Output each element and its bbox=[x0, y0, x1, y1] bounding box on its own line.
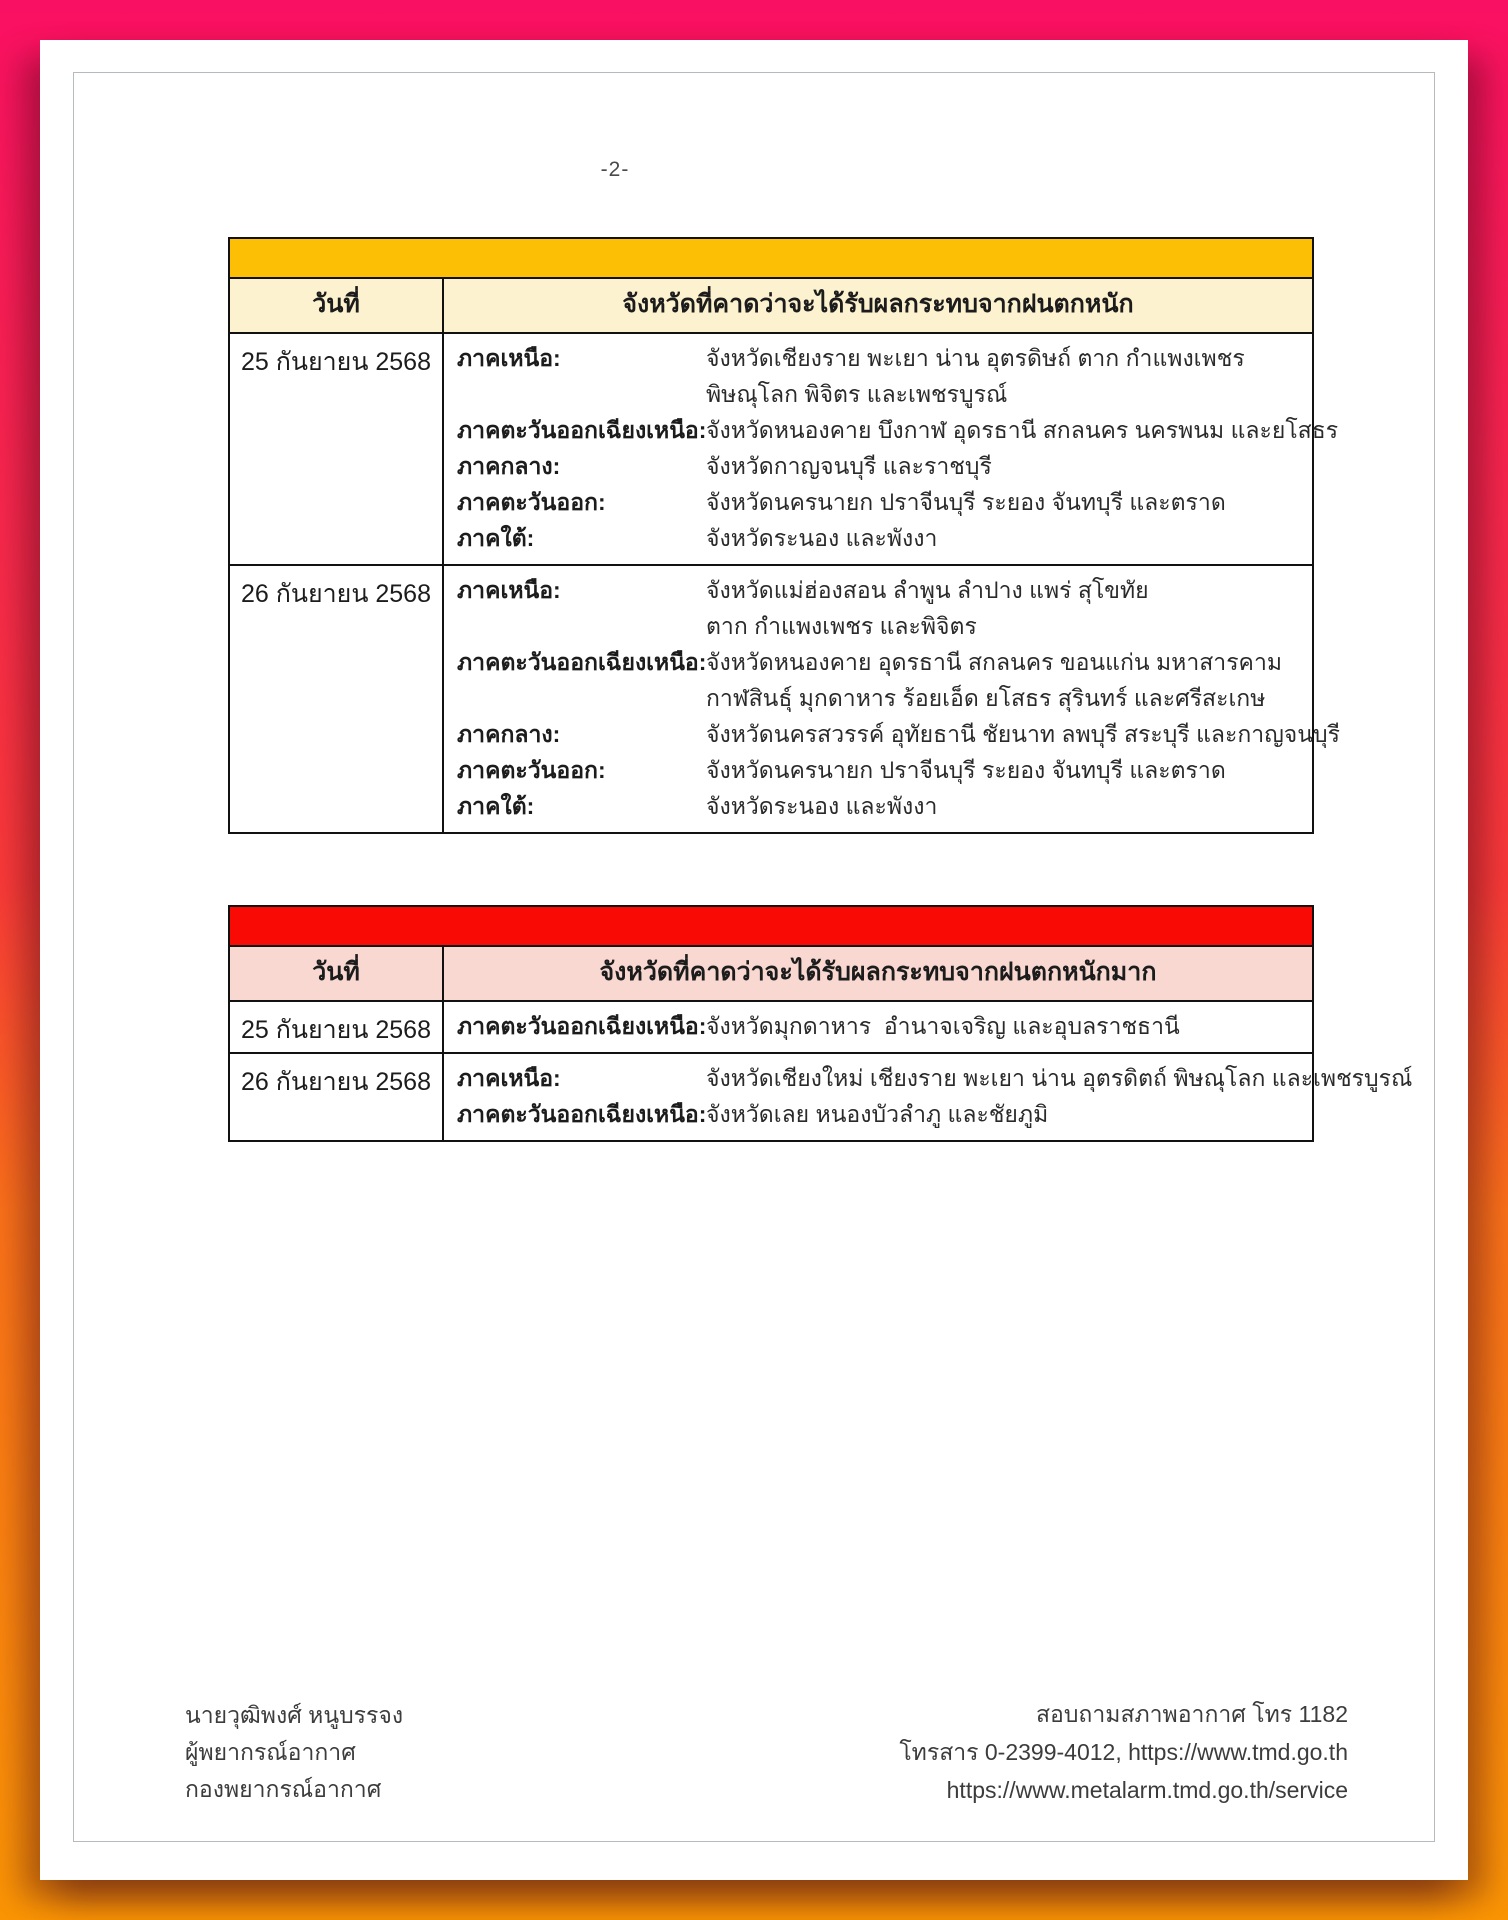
region-entry bbox=[457, 644, 1340, 716]
province-lines bbox=[706, 412, 1338, 448]
provinces-cell bbox=[444, 334, 1346, 564]
provinces-cell bbox=[444, 1002, 1312, 1052]
province-line: จังหวัดนครนายก ปราจีนบุรี ระยอง จันทบุรี และตราด bbox=[706, 489, 1226, 515]
contact-fax-website: โทรสาร 0-2399-4012, https://www.tmd.go.th bbox=[899, 1739, 1348, 1765]
region-label: ภาคเหนือ: bbox=[457, 345, 561, 371]
table-banner bbox=[230, 907, 1312, 947]
province-line: จังหวัดกาญจนบุรี และราชบุรี bbox=[706, 453, 992, 479]
region-label: ภาคตะวันออกเฉียงเหนือ: bbox=[457, 1101, 707, 1127]
region-label: ภาคเหนือ: bbox=[457, 577, 561, 603]
province-lines bbox=[706, 572, 1340, 644]
forecaster-name: นายวุฒิพงศ์ หนูบรรจง bbox=[185, 1702, 404, 1728]
region-entry bbox=[457, 1060, 1412, 1096]
province-line: จังหวัดหนองคาย บึงกาฬ อุดรธานี สกลนคร นครพนม และยโสธร bbox=[706, 417, 1339, 443]
table-row bbox=[230, 334, 1339, 564]
date-cell: 26 กันยายน 2568 bbox=[230, 1054, 444, 1140]
region-label: ภาคกลาง: bbox=[457, 721, 561, 747]
table-row bbox=[230, 564, 1340, 832]
region-entry bbox=[457, 1008, 1304, 1044]
province-lines bbox=[706, 716, 1340, 752]
date-cell: 26 กันยายน 2568 bbox=[230, 566, 444, 832]
table-banner bbox=[230, 239, 1312, 279]
footer-forecaster-block bbox=[185, 1697, 403, 1808]
province-lines bbox=[706, 752, 1340, 788]
province-lines bbox=[706, 1096, 1412, 1132]
province-line: จังหวัดนครสวรรค์ อุทัยธานี ชัยนาท ลพบุรี สระบุรี และกาญจนบุรี bbox=[706, 721, 1340, 747]
region-label: ภาคใต้: bbox=[457, 793, 535, 819]
province-line: พิษณุโลก พิจิตร และเพชรบูรณ์ bbox=[706, 381, 1008, 407]
province-line: ตาก กำแพงเพชร และพิจิตร bbox=[706, 613, 977, 639]
province-line: จังหวัดระนอง และพังงา bbox=[706, 793, 938, 819]
province-line: จังหวัดหนองคาย อุดรธานี สกลนคร ขอนแก่น มหาสารคาม bbox=[706, 649, 1283, 675]
province-lines bbox=[706, 484, 1338, 520]
province-line: จังหวัดแม่ฮ่องสอน ลำพูน ลำปาง แพร่ สุโขทัย bbox=[706, 577, 1149, 603]
region-entry bbox=[457, 412, 1338, 448]
region-entry bbox=[457, 716, 1340, 752]
region-label: ภาคเหนือ: bbox=[457, 1065, 561, 1091]
region-entry bbox=[457, 520, 1338, 556]
contact-phone: สอบถามสภาพอากาศ โทร 1182 bbox=[1035, 1701, 1348, 1727]
region-entry bbox=[457, 484, 1338, 520]
region-entry bbox=[457, 448, 1338, 484]
region-label: ภาคตะวันออก: bbox=[457, 489, 606, 515]
region-entry bbox=[457, 1096, 1412, 1132]
province-lines bbox=[706, 340, 1338, 412]
province-lines bbox=[706, 644, 1340, 716]
region-label: ภาคใต้: bbox=[457, 525, 535, 551]
province-lines bbox=[706, 448, 1338, 484]
date-cell: 25 กันยายน 2568 bbox=[230, 1002, 444, 1052]
forecaster-division: กองพยากรณ์อากาศ bbox=[185, 1776, 382, 1802]
region-label: ภาคตะวันออก: bbox=[457, 757, 606, 783]
table-row bbox=[230, 1002, 1312, 1052]
province-lines bbox=[706, 1008, 1304, 1044]
region-entry bbox=[457, 788, 1340, 824]
province-lines bbox=[706, 520, 1338, 556]
column-header-provinces: จังหวัดที่คาดว่าจะได้รับผลกระทบจากฝนตกหนัก bbox=[622, 290, 1134, 318]
table-header-row bbox=[230, 279, 1312, 334]
province-line: จังหวัดระนอง และพังงา bbox=[706, 525, 938, 551]
region-label: ภาคกลาง: bbox=[457, 453, 561, 479]
region-label: ภาคตะวันออกเฉียงเหนือ: bbox=[457, 417, 707, 443]
footer-contact-block bbox=[899, 1695, 1348, 1809]
column-header-date: วันที่ bbox=[230, 279, 444, 332]
column-header-provinces: จังหวัดที่คาดว่าจะได้รับผลกระทบจากฝนตกหนักมาก bbox=[599, 958, 1157, 986]
province-line: จังหวัดมุกดาหาร อำนาจเจริญ และอุบลราชธานี bbox=[706, 1013, 1180, 1039]
region-entry bbox=[457, 340, 1338, 412]
province-line: จังหวัดเลย หนองบัวลำภู และชัยภูมิ bbox=[706, 1101, 1049, 1127]
provinces-cell bbox=[444, 1054, 1420, 1140]
column-header-date: วันที่ bbox=[230, 947, 444, 1000]
province-line: จังหวัดเชียงราย พะเยา น่าน อุตรดิษถ์ ตาก กำแพงเพชร bbox=[706, 345, 1245, 371]
forecaster-title: ผู้พยากรณ์อากาศ bbox=[185, 1739, 356, 1765]
province-line: กาฬสินธุ์ มุกดาหาร ร้อยเอ็ด ยโสธร สุรินทร์ และศรีสะเกษ bbox=[706, 685, 1266, 711]
province-lines bbox=[706, 1060, 1412, 1096]
contact-alert-website: https://www.metalarm.tmd.go.th/service bbox=[946, 1777, 1348, 1803]
province-lines bbox=[706, 788, 1340, 824]
table-header-row bbox=[230, 947, 1312, 1002]
date-cell: 25 กันยายน 2568 bbox=[230, 334, 444, 564]
region-label: ภาคตะวันออกเฉียงเหนือ: bbox=[457, 1013, 707, 1039]
table-row bbox=[230, 1052, 1413, 1140]
province-line: จังหวัดนครนายก ปราจีนบุรี ระยอง จันทบุรี และตราด bbox=[706, 757, 1226, 783]
provinces-cell bbox=[444, 566, 1348, 832]
page-number: -2- bbox=[600, 158, 630, 181]
rain-table-heavy-rain bbox=[228, 237, 1340, 834]
province-line: จังหวัดเชียงใหม่ เชียงราย พะเยา น่าน อุตรดิตถ์ พิษณุโลก และเพชรบูรณ์ bbox=[706, 1065, 1413, 1091]
document-page bbox=[40, 40, 1468, 1880]
region-label: ภาคตะวันออกเฉียงเหนือ: bbox=[457, 649, 707, 675]
rain-table-very-heavy-rain bbox=[228, 905, 1413, 1142]
region-entry bbox=[457, 572, 1340, 644]
region-entry bbox=[457, 752, 1340, 788]
